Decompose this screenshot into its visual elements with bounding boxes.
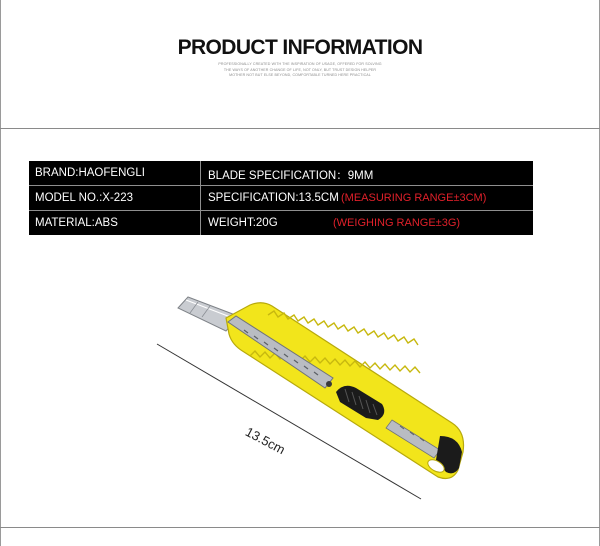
model-cell: MODEL NO.:X-223 xyxy=(35,192,133,204)
subtitle-line: THE WAYS OF ANOTHER CHANGE OF LIFE, NOT ONLY, BUT TRUST DESIGN HELPER xyxy=(223,67,377,72)
section-divider-bottom xyxy=(0,527,600,528)
weight-cell: WEIGHT:20G xyxy=(208,217,278,229)
blade-spec-cell: BLADE SPECIFICATION：9MM xyxy=(208,170,374,182)
page-title: PRODUCT INFORMATION xyxy=(177,36,423,59)
subtitle-line: PROFESSIONALLY CREATED WITH THE INSPIRATION OF USAGE, OFFERED FOR SOLVING xyxy=(218,62,382,66)
subtitle-line: MOTHER NOT BUT ELSE BEYOND, COMFORTABLE TURNED HERE PRACTICAL xyxy=(229,73,371,78)
dimension-label: 13.5cm xyxy=(242,424,288,458)
specification-cell: SPECIFICATION:13.5CM xyxy=(208,192,339,204)
material-cell: MATERIAL:ABS xyxy=(35,217,118,229)
measuring-range-note: (MEASURING RANGE±3CM) xyxy=(341,192,487,204)
brand-cell: BRAND:HAOFENGLI xyxy=(35,167,145,179)
weighing-range-note: (WEIGHING RANGE±3G) xyxy=(333,217,461,229)
